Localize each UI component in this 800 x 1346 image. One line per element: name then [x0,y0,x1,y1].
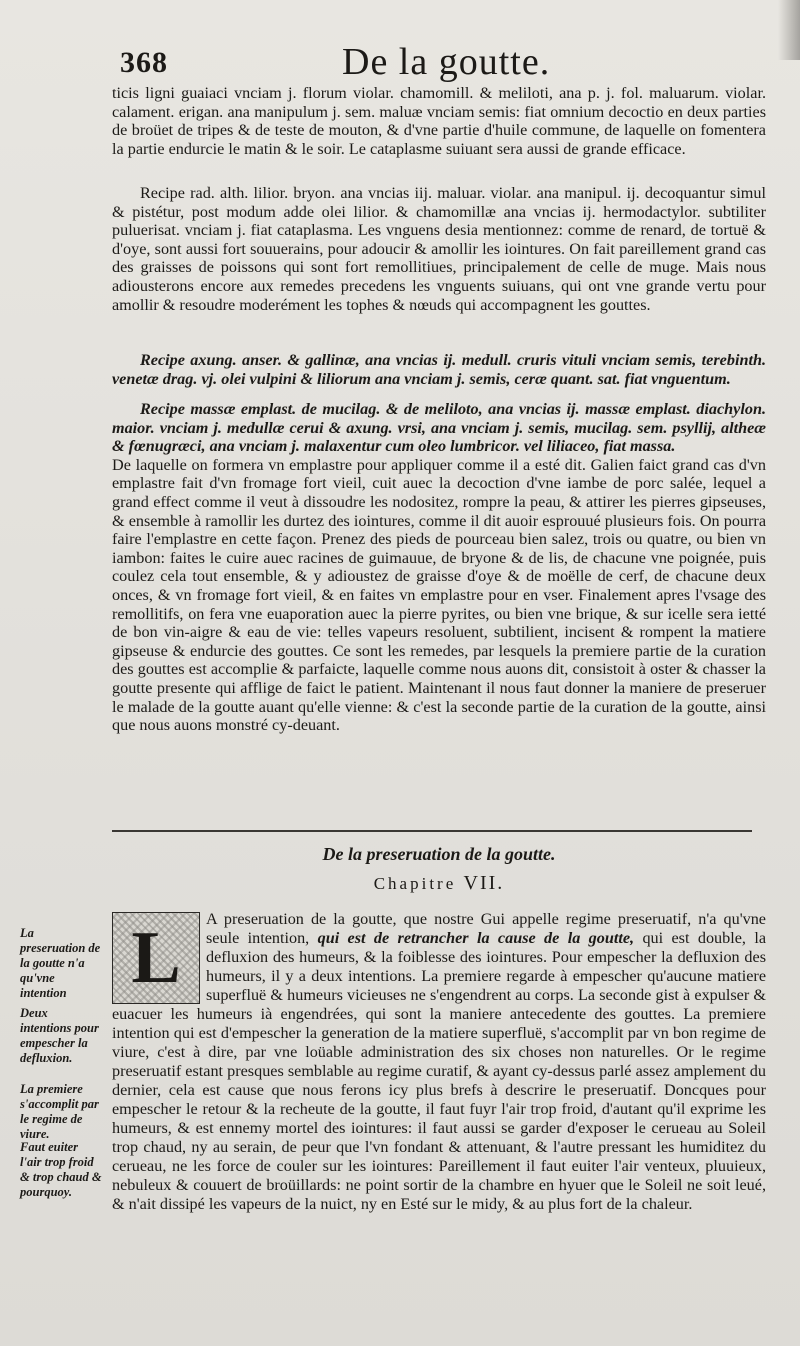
chapter-text [112,910,766,1214]
running-title: De la goutte. [342,41,551,83]
marginal-note: Faut euiter l'air trop froid & trop chaud & pourquoy. [20,1140,102,1199]
marginal-note: La premiere s'accomplit par le regime de viure. [20,1082,99,1141]
chapter-text-italic: qui est de retrancher la cause de la goutte, [317,929,635,947]
chapter-heading [112,872,766,895]
section-divider [112,830,752,832]
paragraph: Recipe rad. alth. lilior. bryon. ana vncias iij. maluar. violar. ana manipul. ij. decoquantur simul & pistétur, post modum adde olei lilior. & chamomillæ ana vncias ij. hermodactylor. subtiliter puluerisat. vnciam j. fiat cataplasma. Les vnguens desia mentionnez: comme de renard, de tortuë & d'oye, sont aussi fort souuerains, pour adoucir & amollir les iointures. On fait pareillement grand cas des graisses de poissons qui sont fort remollitiues, principalement de celle de muge. Mais nous adiousterons encore aux remedes precedens les vnguents suiuans, qui ont vne grande vertu pour amollir & resoudre moderément les tophes & nœuds qui accompagnent les gouttes. [112,184,766,314]
chapter-text-start: A preseruation de la goutte, que nostre Gui appelle regime preseruatif, n'a qu'vne seule intention, [206,910,766,947]
page-header [110,40,770,84]
page-number: 368 [120,46,168,79]
text-block-unguent [112,351,766,388]
recipe-paragraph: Recipe massæ emplast. de mucilag. & de meliloto, ana vncias ij. massæ emplast. diachylon. maior. vnciam j. medullæ cerui & axung. vrsi, ana vnciam j. semis, mucilag. sem. psyllij, altheæ & fœnugræci, ana vnciam j. malaxentur cum oleo lumbricor. vel liliaceo, fiat massa. [112,400,766,456]
text-block-decoction [112,84,766,158]
chapter-number: VII. [463,872,505,894]
chapter-word: Chapitre [373,874,457,893]
initial-spacer [112,910,206,1005]
text-block-emplastre [112,400,766,735]
chapter-text-rest: qui est double, la defluxion des humeurs, & la foiblesse des iointures. Pour empescher la defluxion des humeurs, il y a deux intentions. La premiere regarde à empescher qu'aucune matiere superfluë & humeurs vicieuses ne s'engendrent au corps. La seconde gist à expulser & euacuer les humeurs ià engendrées, qui sont la maniere antecedente des gouttes. La premiere intention qui est d'empescher la generation de la matiere superfluë, s'accomplit par vn bon regime de viure, c'est à dire, par vne loüable administration des six choses non naturelles. Or le regime preseruatif estant presques semblable au regime curatif, & ayant cy-dessus parlé assez amplement du dernier, cela est cause que nous ferons icy plus brefs à descrire le preseruatif. Doncques pour empescher le retour & la recheute de la goutte, il faut fuyr l'air trop froid, d'autant qu'il exprime les humeurs, & est ennemy mortel des iointures: il faut aussi se garder d'exposer le cerueau au Soleil trop chaud, ny au serain, de peur que l'vn fondant & attenuant, & l'autre pressant les humiditez du cerueau, ne les force de couler sur les iointures: Pareillement il faut euiter l'air venteux, pluuieux, nebuleux & couuert de broüillards: ne point sortir de la chambre en hyuer que le Soleil ne soit leué, & n'ait dissipé les vapeurs de la nuict, ny en Esté sur le midy, & au plus fort de la chaleur. [112,929,766,1213]
page-edge-shadow [778,0,800,60]
section-title: De la preseruation de la goutte. [322,844,556,864]
initial-letter: L [113,913,199,1003]
text-block-cataplasm [112,184,766,314]
marginal-note: Deux intentions pour empescher la defluxion. [20,1006,99,1065]
recipe-paragraph: Recipe axung. anser. & gallinæ, ana vncias ij. medull. cruris vituli vnciam semis, terebinth. venetæ drag. vj. olei vulpini & liliorum ana vnciam j. semis, ceræ quant. sat. fiat vnguentum. [112,351,766,388]
paragraph: De laquelle on formera vn emplastre pour appliquer comme il a esté dit. Galien faict grand cas d'vn emplastre fait d'vn fromage fort vieil, cuit auec la decoction d'vne iambe de porc salée, lequel a grand effect comme il veut à dissoudre les nodositez, rompre la peau, & attirer les pierres gipseuses, & ensemble à ramollir les durtez des iointures, comme il dit auoir esprouué plusieurs fois. On pourra faire l'emplastre en cette façon. Prenez des pieds de pourceau bien salez, trois ou quatre, ou bien vn iambon: faites le cuire auec racines de guimauue, de bryone & de lis, de chacune vne poignée, puis coulez cela tout ensemble, & y adioustez de graisse d'oye & de moëlle de cerf, de chacune deux onces, & vn fromage fort vieil, & en faites vn emplastre pour en vser. Finalement apres l'vsage des remollitifs, on fera vne euaporation auec la pierre pyrites, ou bien vne brique, & sur icelle sera ietté de bon vin-aigre & eau de vie: telles vapeurs resoluent, subtilient, incisent & rompent la matiere gipseuse & endurcie des gouttes. Ce sont les remedes, par lesquels la premiere partie de la curation des gouttes est accomplie & parfaicte, laquelle comme nous auons dit, consistoit à oster & chasser la goutte presente qui afflige de faict le patient. Maintenant il nous faut donner la maniere de preseruer le malade de la goutte auant qu'elle vienne: & c'est la seconde partie de la curation de la goutte, ainsi que nous auons monstré cy-deuant. [112,455,766,735]
paragraph: ticis ligni guaiaci vnciam j. florum violar. chamomill. & meliloti, ana p. j. fol. maluarum. violar. calament. erigan. ana manipulum j. sem. maluæ vnciam semis: fiat omnium decoctio en deux parties de broüet de tripes & de teste de mouton, & d'vne partie d'huile commune, de laquelle on fomentera la partie endurcie le matin & le soir. Le cataplasme suiuant sera aussi de grande efficace. [112,84,766,158]
marginal-note: La preseruation de la goutte n'a qu'vne intention [20,926,101,1000]
